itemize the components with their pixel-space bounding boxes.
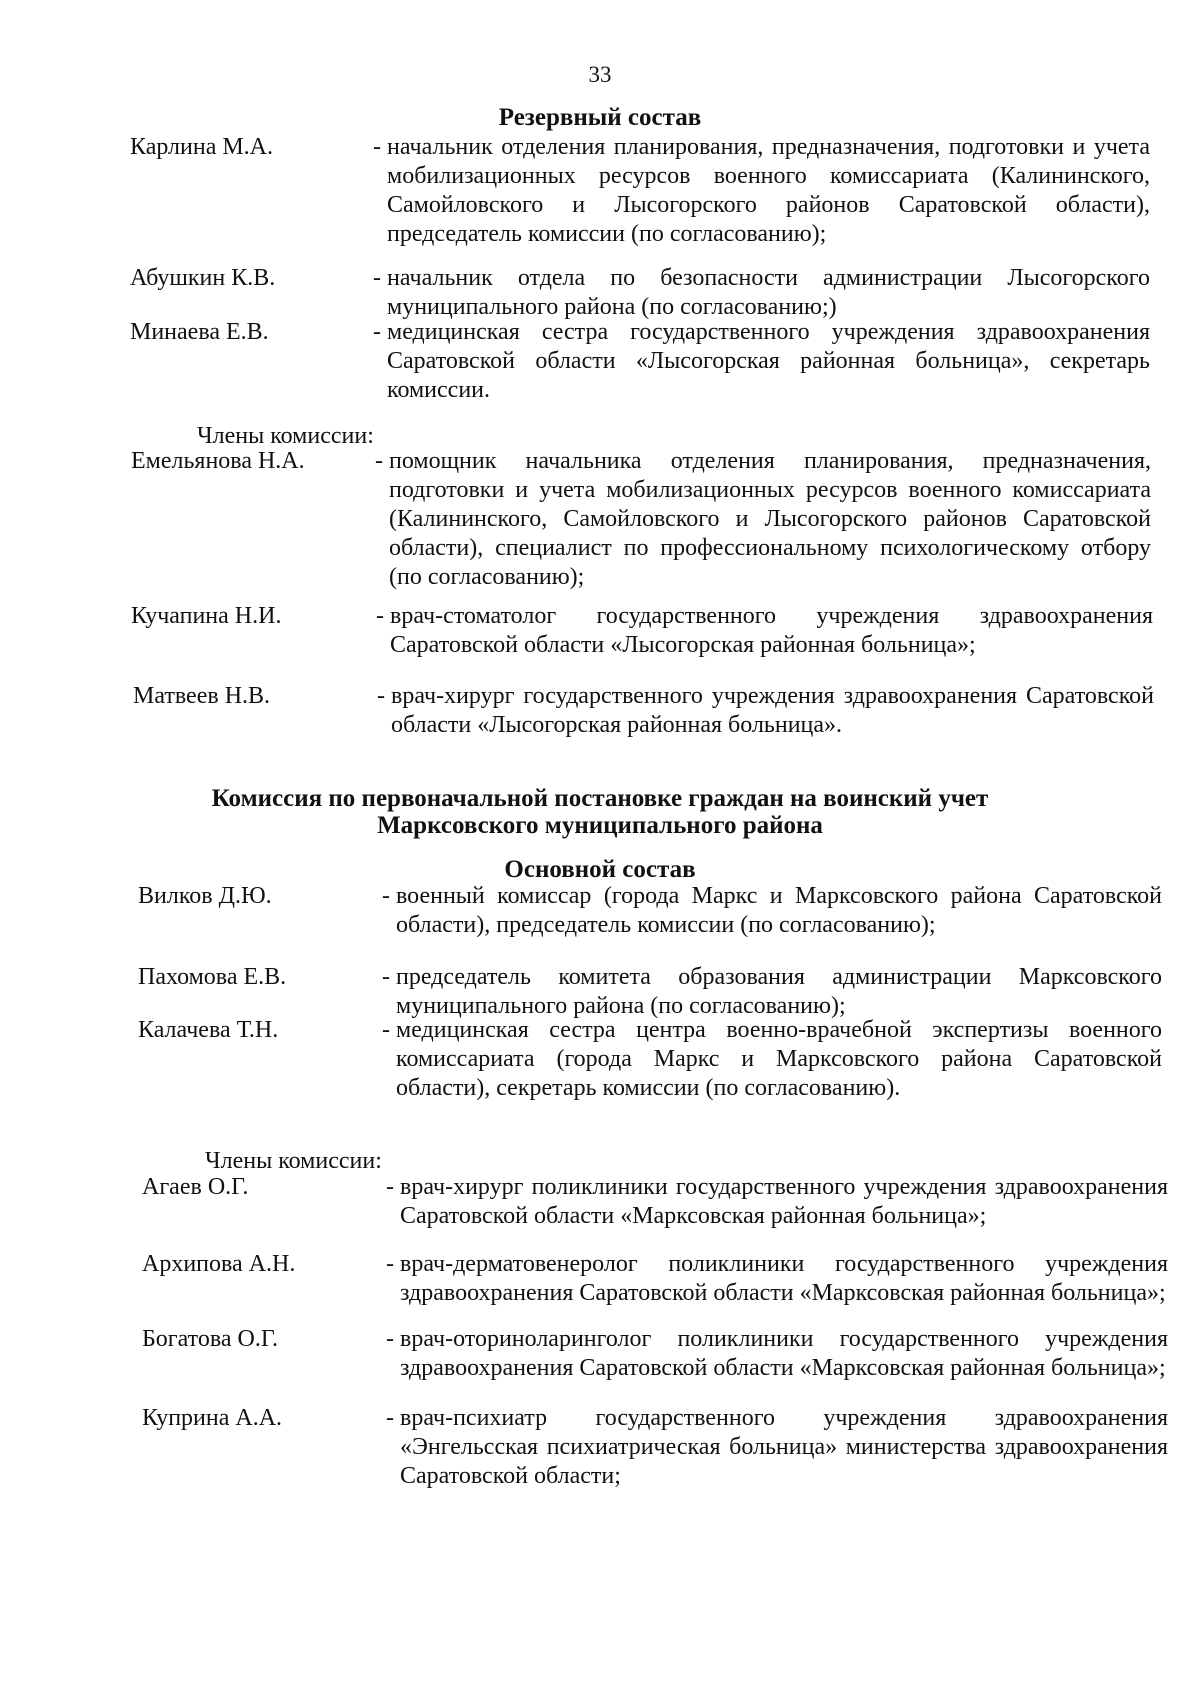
member-name: Вилков Д.Ю. [138,883,272,909]
member-name: Куприна А.А. [142,1405,283,1431]
member-name: Матвеев Н.В. [133,683,271,709]
document-page: 33 Резервный состав Карлина М.А. - начальник отделения планирования, предназначения, подготовки и учета мобилизационных ресурсов военного комиссариата (Калининского, Самойловского и Лысогорского районов Саратовской области), председатель комиссии (по согласованию); Абушкин К.В. - начальник отдела по безопасности администрации Лысогорского муниципального района (по согласованию;) Минаева Е.В. - медицинская сестра государственного учреждения здравоохранения Саратовской области «Лысогорская районная больница», секретарь комиссии. Члены комиссии: Емельянова Н.А. - помощник начальника отделения планирования, предназначения, подготовки и учета мобилизационных ресурсов военного комиссариата (Калининского, Самойловского и Лысогорского районов Саратовской области), специалист по профессиональному психологическому отбору (по согласованию); Кучапина Н.И. - врач-стоматолог государственного учреждения здравоохранения Саратовской области «Лысогорская районная больница»; Матвеев Н.В. - врач-хирург государственного учреждения здравоохранения Саратовской области «Лысогорская районная больница». Комиссия по первоначальной постановке граждан на воинский учет Марксовского муниципального района Основной состав Вилков Д.Ю. - военный комиссар (города Маркс и Марксовского района Саратовской области), председатель комиссии (по согласованию); Пахомова Е.В. - председатель комитета образования администрации Марксовского муниципального района (по согласованию); Калачева Т.Н. - медицинская сестра центра военно-врачебной экспертизы военного комиссариата (города Маркс и Марксовского района Саратовской области), секретарь комиссии (по согласованию). Члены комиссии: Агаев О.Г. - врач-хирург поликлиники государственного учреждения здравоохранения Саратовской области «Марксовская районная больница»; Архипова А.Н. - врач-дерматовенеролог поликлиники государственного учреждения здравоохранения Саратовской области «Марксовская районная больница»; Богатова О.Г. - врач-оториноларинголог поликлиники государственного учреждения здравоохранения Саратовской области «Марксовская районная больница»; Куприна А.А. - врач-психиатр государственного учреждения здравоохранения «Энгельсская психиатрическая больница» министерства здравоохранения Саратовской области; [0,0,1200,1697]
members-label: Члены комиссии: [197,423,374,449]
member-position: врач-психиатр государственного учреждения здравоохранения «Энгельсская психиатрическая больница» министерства здравоохранения Саратовской области; [400,1405,1168,1489]
member-name: Пахомова Е.В. [138,964,287,990]
member-position: врач-оториноларинголог поликлиники государственного учреждения здравоохранения Саратовской области «Марксовская районная больница»; [400,1326,1168,1381]
page-number: 33 [588,62,612,87]
member-name: Калачева Т.Н. [138,1017,279,1043]
member-position: начальник отдела по безопасности администрации Лысогорского муниципального района (по согласованию;) [387,265,1150,320]
member-position: врач-дерматовенеролог поликлиники государственного учреждения здравоохранения Саратовской области «Марксовская районная больница»; [400,1251,1168,1306]
member-name: Емельянова Н.А. [131,448,305,474]
member-position: военный комиссар (города Маркс и Марксовского района Саратовской области), председатель комиссии (по согласованию); [396,883,1162,938]
member-position: врач-хирург поликлиники государственного учреждения здравоохранения Саратовской области «Марксовская районная больница»; [400,1174,1168,1229]
member-name: Кучапина Н.И. [131,603,282,629]
member-position: помощник начальника отделения планирования, предназначения, подготовки и учета мобилизационных ресурсов военного комиссариата (Калининского, Самойловского и Лысогорского районов Саратовской области), специалист по профессиональному психологическому отбору (по согласованию); [389,448,1151,590]
member-name: Абушкин К.В. [130,265,276,291]
member-position: медицинская сестра государственного учреждения здравоохранения Саратовской области «Лысогорская районная больница», секретарь комиссии. [387,319,1150,403]
member-position: председатель комитета образования администрации Марксовского муниципального района (по согласованию); [396,964,1162,1019]
member-name: Архипова А.Н. [142,1251,296,1277]
member-position: врач-хирург государственного учреждения здравоохранения Саратовской области «Лысогорская районная больница». [391,683,1154,738]
member-name: Богатова О.Г. [142,1326,278,1352]
member-position: медицинская сестра центра военно-врачебной экспертизы военного комиссариата (города Маркс и Марксовского района Саратовской области), секретарь комиссии (по согласованию). [396,1017,1162,1101]
commission-title-line1: Комиссия по первоначальной постановке граждан на воинский учет [211,785,989,812]
member-position: врач-стоматолог государственного учреждения здравоохранения Саратовской области «Лысогорская районная больница»; [390,603,1153,658]
member-name: Минаева Е.В. [130,319,269,345]
reserve-composition-title: Резервный состав [498,104,702,131]
main-composition-title: Основной состав [504,856,696,883]
member-name: Агаев О.Г. [142,1174,249,1200]
member-position: начальник отделения планирования, предназначения, подготовки и учета мобилизационных ресурсов военного комиссариата (Калининского, Самойловского и Лысогорского районов Саратовской области), председатель комиссии (по согласованию); [387,134,1150,247]
commission-title-line2: Марксовского муниципального района [377,812,823,839]
members-label: Члены комиссии: [205,1148,382,1174]
member-name: Карлина М.А. [130,134,274,160]
